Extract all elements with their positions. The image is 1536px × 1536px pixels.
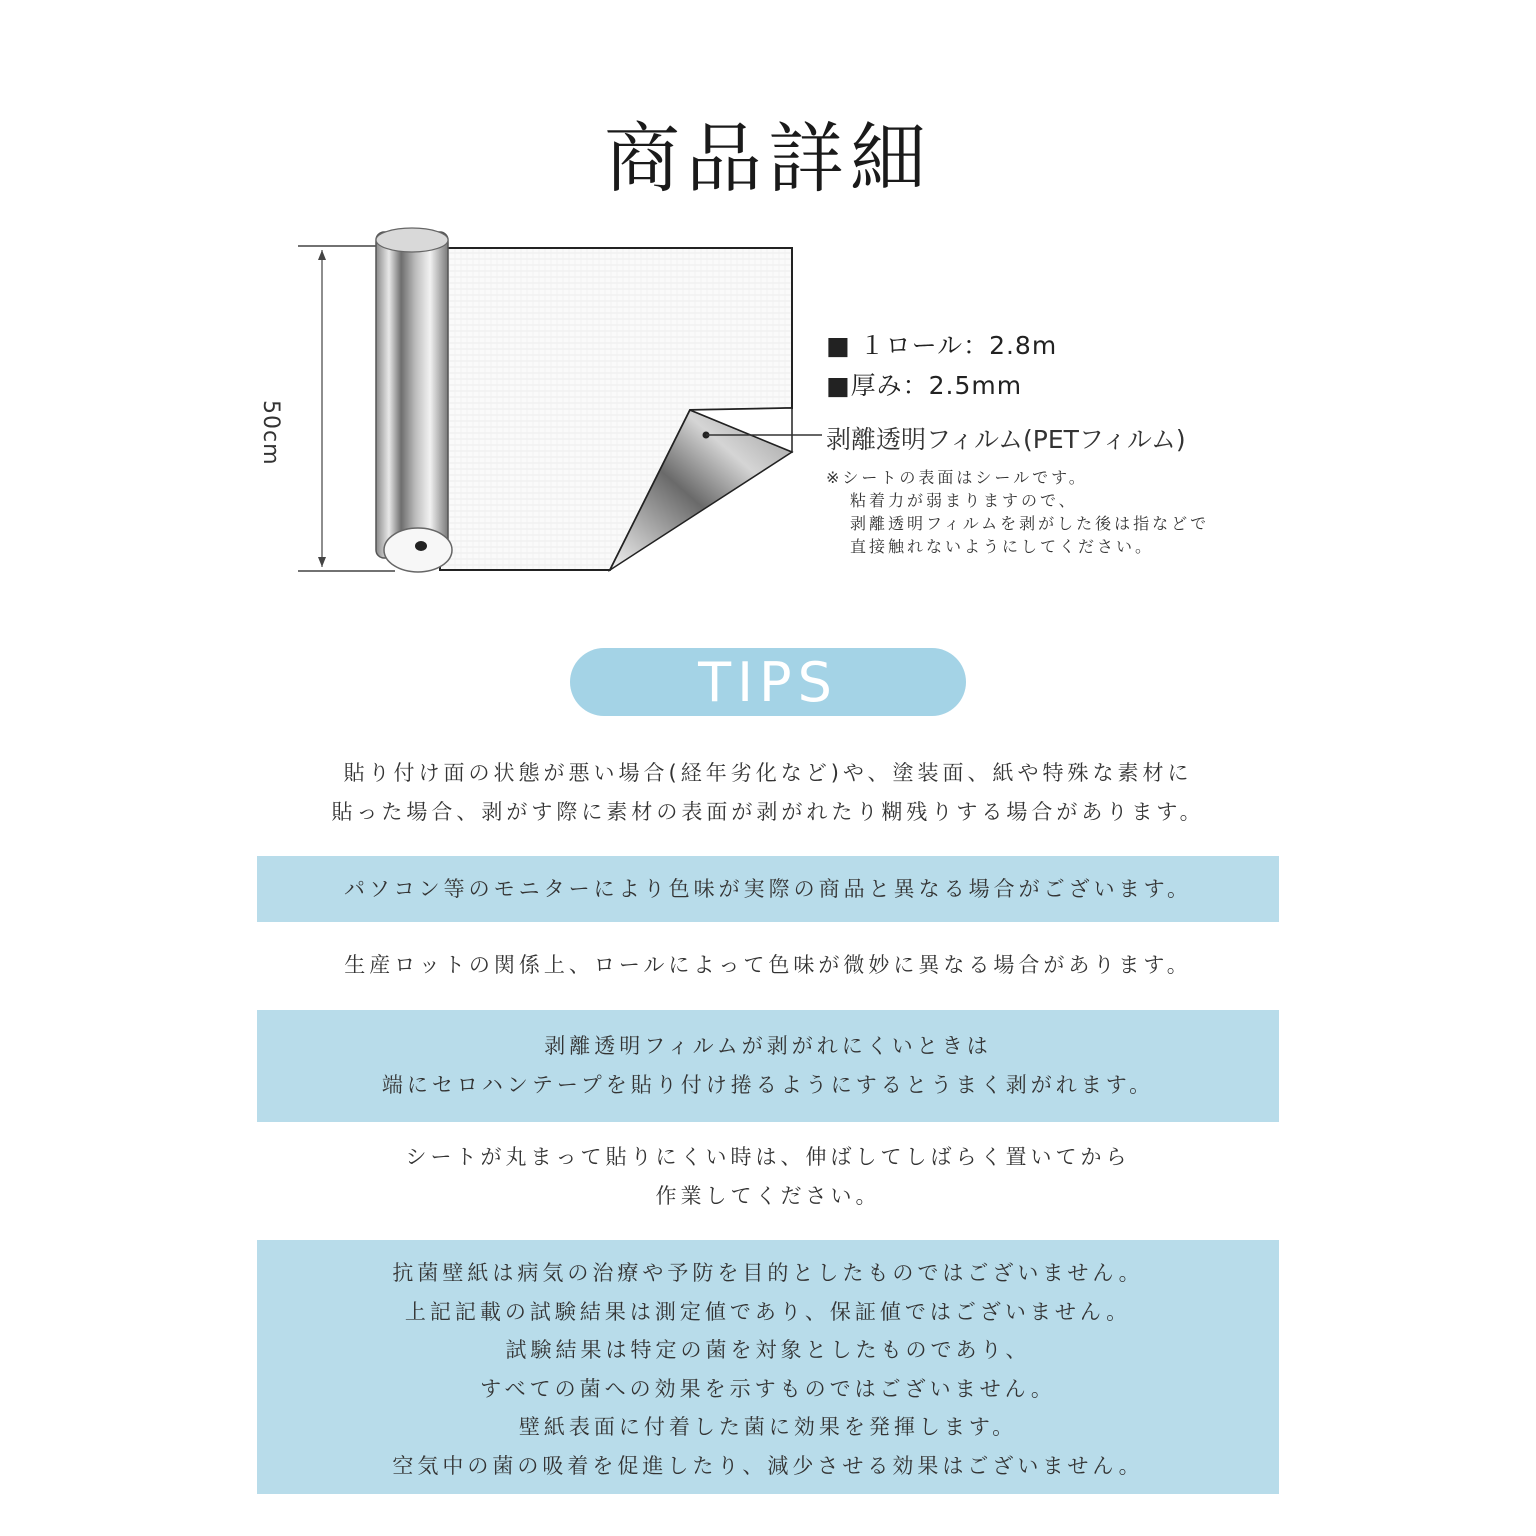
tip-line: 生産ロットの関係上、ロールによって色味が微妙に異なる場合があります。 [344, 953, 1192, 977]
tips-heading: TIPS [698, 651, 838, 714]
tip-line: 貼った場合、剥がす際に素材の表面が剥がれたり糊残りする場合があります。 [331, 800, 1205, 824]
tip-block-lot [257, 946, 1279, 985]
tip-line: 空気中の菌の吸着を促進したり、減少させる効果はございません。 [392, 1453, 1144, 1478]
tip-line: 壁紙表面に付着した菌に効果を発揮します。 [518, 1415, 1018, 1439]
tip-line: 剥離透明フィルムが剥がれにくいときは [544, 1034, 992, 1058]
note-line: ※シートの表面はシールです。 [826, 468, 1088, 487]
tips-heading-pill [570, 648, 966, 716]
dim-arrow-top [318, 250, 326, 260]
tip-line: 端にセロハンテープを貼り付け捲るようにするとうまく剥がれます。 [381, 1073, 1155, 1097]
spec-thickness: ■厚み：2.5mm [826, 371, 1023, 400]
roll-cylinder [376, 232, 448, 558]
tip-line: 作業してください。 [655, 1184, 881, 1208]
film-note [826, 466, 1209, 558]
tip-line: すべての菌への効果を示すものではございません。 [480, 1376, 1056, 1401]
tip-block-curl [257, 1138, 1279, 1216]
tip-block-monitor [257, 856, 1279, 922]
tip-line: 上記記載の試験結果は測定値であり、保証値ではございません。 [404, 1299, 1132, 1324]
tip-line: 抗菌壁紙は病気の治療や予防を目的としたものではございません。 [392, 1261, 1144, 1285]
note-line: 剥離透明フィルムを剥がした後は指などで [850, 514, 1210, 533]
note-line: 直接触れないようにしてください。 [850, 537, 1155, 556]
tip-block-film [257, 1010, 1279, 1122]
film-label: 剥離透明フィルム(PETフィルム) [826, 425, 1186, 454]
note-line: 粘着力が弱まりますので、 [850, 491, 1078, 510]
roll-core [415, 541, 427, 551]
spec-roll-length: ■ １ロール：2.8m [826, 331, 1058, 360]
product-roll-diagram [290, 220, 830, 590]
tip-line: 試験結果は特定の菌を対象としたものであり、 [505, 1338, 1031, 1362]
tip-block-surface [257, 754, 1279, 832]
tip-line: シートが丸まって貼りにくい時は、伸ばしてしばらく置いてから [405, 1145, 1131, 1169]
dim-arrow-bottom [318, 557, 326, 567]
tip-block-antibacterial [257, 1240, 1279, 1494]
height-dimension-label: 50cm [258, 400, 283, 466]
page-title: 商品詳細 [604, 114, 932, 203]
tip-line: 貼り付け面の状態が悪い場合(経年劣化など)や、塗装面、紙や特殊な素材に [343, 761, 1193, 785]
tip-line: パソコン等のモニターにより色味が実際の商品と異なる場合がございます。 [344, 877, 1192, 901]
